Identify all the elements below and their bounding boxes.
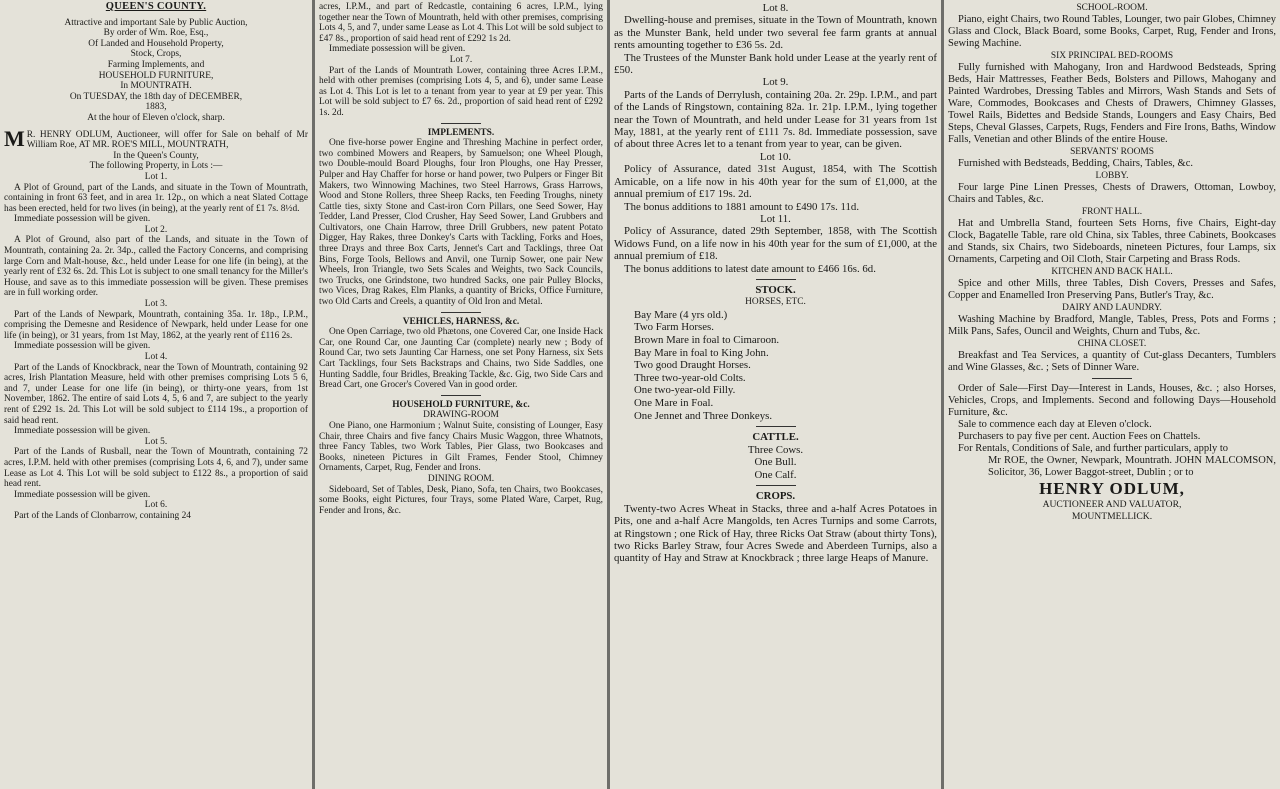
lot-heading: Lot 11. — [760, 212, 791, 225]
list-item: One two-year-old Filly. — [634, 384, 736, 397]
section-heading: CROPS. — [755, 490, 796, 503]
auctioneer-paragraph — [4, 125, 308, 151]
list-item: One Mare in Foal. — [634, 396, 714, 409]
auctioneer-name: HENRY ODLUM, — [1039, 479, 1185, 498]
horses-list — [614, 309, 937, 422]
lot-text: Part of the Lands of Clonbarrow, containing 24 — [14, 510, 191, 521]
lot-heading: Lot 7. — [449, 54, 473, 65]
lot-heading: Lot 8. — [762, 2, 789, 14]
list-item: Bay Mare (4 yrs old.) — [634, 308, 728, 321]
following-line: The following Property, in Lots :— — [89, 161, 223, 172]
section-rule — [441, 123, 481, 124]
section-text: One Piano, one Harmonium ; Walnut Suite, consisting of Lounger, Easy Chair, three Chairs and five fancy Chairs Music Waggon, three Whatnots, three Fancy Tables, two Work Tables, Pier Glass, two Bookcases and Books, nineteen Pictures in Gilt Frames, Fender Stool, Chimney Ornaments, Carpet, Rug, Fender and Irons. — [319, 420, 603, 474]
section-rule — [756, 426, 796, 427]
auctioneer-role: AUCTIONEER AND VALUATOR, — [1042, 499, 1182, 510]
section-heading: HOUSEHOLD FURNITURE, &c. — [392, 399, 530, 410]
intro-line: At the hour of Eleven o'clock, sharp. — [87, 112, 225, 123]
lot-possession: Immediate possession will be given. — [14, 214, 151, 225]
section-text: Sideboard, Set of Tables, Desk, Piano, Sofa, ten Chairs, two Bookcases, some Books, eight Pictures, four Trays, some Plated Ware, Carpet, Rug, Fender and Irons, &c. — [319, 484, 603, 516]
list-item: Two good Draught Horses. — [634, 359, 751, 372]
cattle-list — [614, 444, 937, 482]
contacts: Mr ROE, the Owner, Newpark, Mountrath. JOHN MALCOMSON, Solicitor, 36, Lower Baggot-street, Dublin ; or to — [988, 455, 1276, 478]
sale-time: Sale to commence each day at Eleven o'clock. — [958, 419, 1152, 430]
section-text: Breakfast and Tea Services, a quantity of Cut-glass Decanters, Tumblers and Wine Glasses, &c. ; Sets of Dinner Ware. — [948, 350, 1276, 373]
subsection-heading: SCHOOL-ROOM. — [1076, 3, 1148, 13]
section-heading: STOCK. — [755, 283, 796, 296]
subsection-heading: CHINA CLOSET. — [1077, 339, 1147, 349]
list-item: One Bull. — [754, 456, 797, 469]
lot-heading: Lot 6. — [144, 500, 168, 511]
county-line: In the Queen's County, — [113, 150, 199, 161]
subsection-heading: DINING ROOM. — [427, 473, 495, 484]
lot-text: Part of the Lands of Newpark, Mountrath, containing 35a. 1r. 18p., I.P.M., comprising the Demesne and Residence of Newpark, held under Lease for one life (in being), or 31 years, from 1st May, 1862, at the yearly rent of £116 2s. — [4, 309, 308, 341]
section-text: One Open Carriage, two old Phætons, one Covered Car, one Inside Hack Car, one Round Car, one Jaunting Car (complete) nearly new ; Body of Round Car, two sets Jaunting Car Harness, one set Pony Harness, six Sets Cart Tacklings, four Sets Backstraps and Chains, two Side Saddles, one Hunting Saddle, four Bridles, Breaking Tackle, &c. Gig, two Side Cars and Bread Cart, one Grocer's Covered Van in good order. — [319, 327, 603, 391]
section-heading: CATTLE. — [752, 431, 799, 444]
list-item: Three two-year-old Colts. — [634, 371, 746, 384]
lot-possession: Immediate possession will be given. — [14, 489, 151, 500]
intro-line: On TUESDAY, the 18th day of DECEMBER, — [69, 91, 243, 102]
lot-text: Part of the Lands of Mountrath Lower, containing three Acres I.P.M., held with other premises (comprising Lots 4, 5, and 6), under same Lease as Lot 4. This Lot is let to a tenant from year to year at £9 per year. This Lot will be sold subject to £7 6s. 2d., proportion of said head rent of £292 1s. 2d. — [319, 65, 603, 118]
lot-heading: Lot 4. — [144, 352, 168, 362]
list-item: One Jennet and Three Donkeys. — [634, 409, 773, 422]
intro-line: By order of Wm. Roe, Esq., — [103, 28, 209, 39]
auctioneer-place: MOUNTMELLICK. — [1071, 511, 1153, 522]
list-item: Three Cows. — [747, 443, 804, 456]
section-rule — [441, 395, 481, 396]
drop-cap: M — [4, 125, 25, 151]
column-4 — [944, 0, 1280, 789]
lot-text: A Plot of Ground, also part of the Lands, and situate in the Town of Mountrath, containing 2a. 2r. 34p., called the Factory Concerns, and comprising large Corn and Malt-house, &c., held under Lease for one life (in being), at the yearly rent of £32 6s. 2d. This Lot is subject to one small tenancy for the Miller's House, and save as to this immediate possession will be given. These premises are in full working order. — [4, 235, 308, 299]
column-1 — [0, 0, 312, 789]
lot-text: Policy of Assurance, dated 31st August, 1854, with The Scottish Amicable, on a life now in his 40th year for the sum of £1,000, at the annual premium of £17 19s. 2d. — [614, 163, 937, 201]
section-text: Hat and Umbrella Stand, fourteen Sets Horns, five Chairs, Eight-day Clock, Bagatelle Table, rare old China, six Tables, three Cabinets, Bookcases and Stands, six Chairs, two Sideboards, nineteen Pictures, four Lamps, six Ornaments, Carpeting and Oil Cloth, Stair Carpeting and Brass Rods. — [948, 218, 1276, 265]
column-3 — [610, 0, 941, 789]
lot-text: Part of the Lands of Knockbrack, near the Town of Mountrath, containing 92 acres, Irish Plantation Measure, held with other premises comprising Lots 5 6, and 7, under Lease for one life (in being), or thirty-one years, from 1st November, 1862. The entire of said Lots 4, 5, 6 and 7, are subject to the yearly rent of £292 1s. 2d. This Lot will be sold subject to £114 19s., a proportion of said head rent. — [4, 362, 308, 426]
intro-line: Farming Implements, and — [107, 59, 205, 70]
subsection-heading: FRONT HALL. — [1081, 207, 1143, 217]
list-item: One Calf. — [754, 468, 797, 481]
intro-line: Of Landed and Household Property, — [88, 38, 224, 49]
subsection-heading: HORSES, ETC. — [745, 297, 806, 308]
section-text: One five-horse power Engine and Threshing Machine in perfect order, two combined Mowers and Reapers, by Samuelson; one Wheel Plough, two Double-mould Board Ploughs, four Iron Ploughs, one Hay Presser, Pulper and Hay Chaffer for horse or hand power, two Pulpers or Finger Bit Makers, two Winnowing Machines, two Steel Harrows, Grass Harrows, Wood and Stone Rollers, three Sheep Racks, ten Feeding Troughs, ninety Cattle ties, sixty Stone and Cast-iron Corn Pillars, one Seed Sower, Hay Tedder, Land Presser, Clod Crusher, Hay Seed Sower, Land Grubbers and Cultivators, one Chain Harrow, three Drill Grubbers, new patent Potato Digger, Hay Rakes, three Donkey's Carts with Tackling, Forks and Hoes, three Drays and three Box Carts, Jennet's Cart and Tacklings, three Oat Bins, Forge Tools, Bellows and Anvil, one Turnip Sower, one pair New Wheels, Iron Triangle, two Sets Scales and Weights, two Sack Councils, two Trucks, one Grindstone, two hundred Sacks, one pair Pulley Blocks, two Vices, Drag Rakes, Elm Planks, a quantity of Bricks, Office Furniture, two Old Carts and Creels, a quantity of Old Iron and Metal. — [319, 138, 603, 308]
auction-fees: Purchasers to pay five per cent. Auction Fees on Chattels. — [958, 431, 1201, 442]
lot-heading: Lot 1. — [144, 171, 168, 182]
lot-heading: Lot 3. — [144, 299, 168, 310]
lot-text: Parts of the Lands of Derrylush, containing 20a. 2r. 29p. I.P.M., and part of the Lands of Ringstown, containing 82a. 1r. 21p. I.P.M., lying together near the Town of Mountrath, and held under Lease for 31 years from 1st May, 1881, at the yearly rent of £111 7s. 8d. Immediate possession, save of about three Acres let to a tenant from year to year, can be given. — [614, 88, 937, 151]
section-text: Washing Machine by Bradford, Mangle, Tables, Press, Pots and Forms ; Milk Pans, Safes, Ouncil and Weights, Churn and Tubs, &c. — [948, 314, 1276, 337]
section-rule — [1092, 378, 1132, 379]
lot-possession: Immediate possession will be given. — [329, 44, 466, 55]
intro-line: In MOUNTRATH. — [120, 81, 192, 92]
lot-text: The bonus additions to 1881 amount to £490 17s. 11d. — [624, 200, 860, 213]
intro-line: Stock, Crops, — [130, 49, 182, 60]
lot-text: The Trustees of the Munster Bank hold under Lease at the yearly rent of £50. — [614, 51, 937, 77]
section-rule — [756, 485, 796, 486]
section-heading: IMPLEMENTS. — [427, 127, 495, 138]
county-title: QUEEN'S COUNTY. — [105, 1, 207, 12]
section-rule — [441, 312, 481, 313]
subsection-heading: DAIRY AND LAUNDRY. — [1062, 303, 1162, 313]
subsection-heading: SERVANTS' ROOMS — [1070, 147, 1154, 157]
subsection-heading: DRAWING-ROOM — [423, 410, 499, 421]
lot-text: Part of the Lands of Rusball, near the Town of Mountrath, containing 72 acres, I.P.M. held with other premises (comprising Lots 4, 6, and 7), under same Lease as Lot 4. This Lot will be sold subject to £122 8s., a proportion of said head rent. — [4, 447, 308, 490]
intro-line: Attractive and important Sale by Public Auction, — [64, 17, 248, 28]
rentals-note: For Rentals, Conditions of Sale, and further particulars, apply to — [958, 443, 1229, 454]
lot-heading: Lot 9. — [762, 76, 789, 89]
column-2 — [315, 0, 607, 789]
order-of-sale: Order of Sale—First Day—Interest in Lands, Houses, &c. ; also Horses, Vehicles, Crops, and Implements. Second and following Days—Household Furniture, &c. — [948, 383, 1276, 418]
intro-line: 1883, — [145, 102, 167, 113]
auctioneer-text: R. HENRY ODLUM, Auctioneer, will offer for Sale on behalf of Mr William Roe, AT MR. ROE'S MILL, MOUNTRATH, — [26, 129, 308, 151]
section-text: Spice and other Mills, three Tables, Dish Covers, Presses and Safes, Copper and Enamelled Iron Preserving Pans, Butler's Tray, &c. — [948, 278, 1276, 301]
lot-text: The bonus additions to latest date amount to £466 16s. 6d. — [624, 262, 876, 275]
section-text: Four large Pine Linen Presses, Chests of Drawers, Ottoman, Lowboy, Chairs and Tables, &c. — [948, 182, 1276, 205]
lot-text: acres, I.P.M., and part of Redcastle, containing 6 acres, I.P.M., lying together near the Town of Mountrath, held with other premises, comprising Lots 4, 5, and 7, under same Lease as Lot 4. This Lot will be sold subject to £47 8s., proportion of said head rent of £292 1s 2d. — [319, 2, 603, 44]
subsection-heading: LOBBY. — [1095, 171, 1129, 181]
intro-line: HOUSEHOLD FURNITURE, — [98, 70, 214, 81]
lot-heading: Lot 10. — [759, 150, 792, 163]
lot-heading: Lot 2. — [144, 224, 168, 235]
lot-text: Dwelling-house and premises, situate in the Town of Mountrath, known as the Munster Bank, held under two several fee farm grants at annual rents amounting together to £36 5s. 2d. — [614, 14, 937, 52]
section-text: Twenty-two Acres Wheat in Stacks, three and a-half Acres Potatoes in Pits, one and a-half Acre Mangolds, ten Acres Turnips and some Carrots, at Ringstown ; one Rick of Hay, three Ricks Oat Straw (about thirty Tons), two Ricks Barley Straw, four Acres Swede and Aberdeen Turnips, also a quantity of Hay and Straw at Knockbrack ; three large Heaps of Manure. — [614, 502, 937, 565]
section-text: Fully furnished with Mahogany, Iron and Hardwood Bedsteads, Spring Beds, Hair Mattresses, Feather Beds, Bolsters and Pillows, Mahogany and Painted Wardrobes, Dressing Tables and Mirrors, Wash Stands and Sets of Ware, Commodes, Bookcases and Chests of Drawers, Chimney Glasses, Towel Rails, Bidettes and Bedside Stands, Loungers and Easy Chairs, Bed Steps, Cheval Glasses, Carpets, Rugs, Fenders and Fire Irons, Baths, Window Falls, Venetian and other Blinds of the entire House. — [948, 62, 1276, 145]
list-item: Bay Mare in foal to King John. — [634, 346, 769, 359]
subsection-heading: SIX PRINCIPAL BED-ROOMS — [1050, 51, 1174, 61]
lot-text: Policy of Assurance, dated 29th September, 1858, with The Scottish Widows Fund, on a life now in his 40th year for the sum of £1,000, at the annual premium of £18. — [614, 225, 937, 263]
section-text: Piano, eight Chairs, two Round Tables, Lounger, two pair Globes, Chimney Glass and Clock, Black Board, some Books, Carpet, Rug, Fender and Irons, Sewing Machine. — [948, 14, 1276, 49]
subsection-heading: KITCHEN AND BACK HALL. — [1051, 267, 1173, 277]
lot-heading: Lot 5. — [144, 436, 168, 447]
lot-text: A Plot of Ground, part of the Lands, and situate in the Town of Mountrath, containing in front 63 feet, and in area 1r. 12p., on which a neat Slated Cottage has been erected, held for two lives (in being), at the yearly rent of £1 7s. 8½d. — [4, 182, 308, 214]
section-rule — [756, 279, 796, 280]
section-text: Furnished with Bedsteads, Bedding, Chairs, Tables, &c. — [958, 158, 1194, 169]
list-item: Brown Mare in foal to Cimaroon. — [634, 333, 780, 346]
list-item: Two Farm Horses. — [634, 321, 714, 334]
section-heading: VEHICLES, HARNESS, &c. — [402, 316, 520, 327]
lot-possession: Immediate possession will be given. — [14, 341, 151, 352]
lot-possession: Immediate possession will be given. — [14, 426, 151, 437]
